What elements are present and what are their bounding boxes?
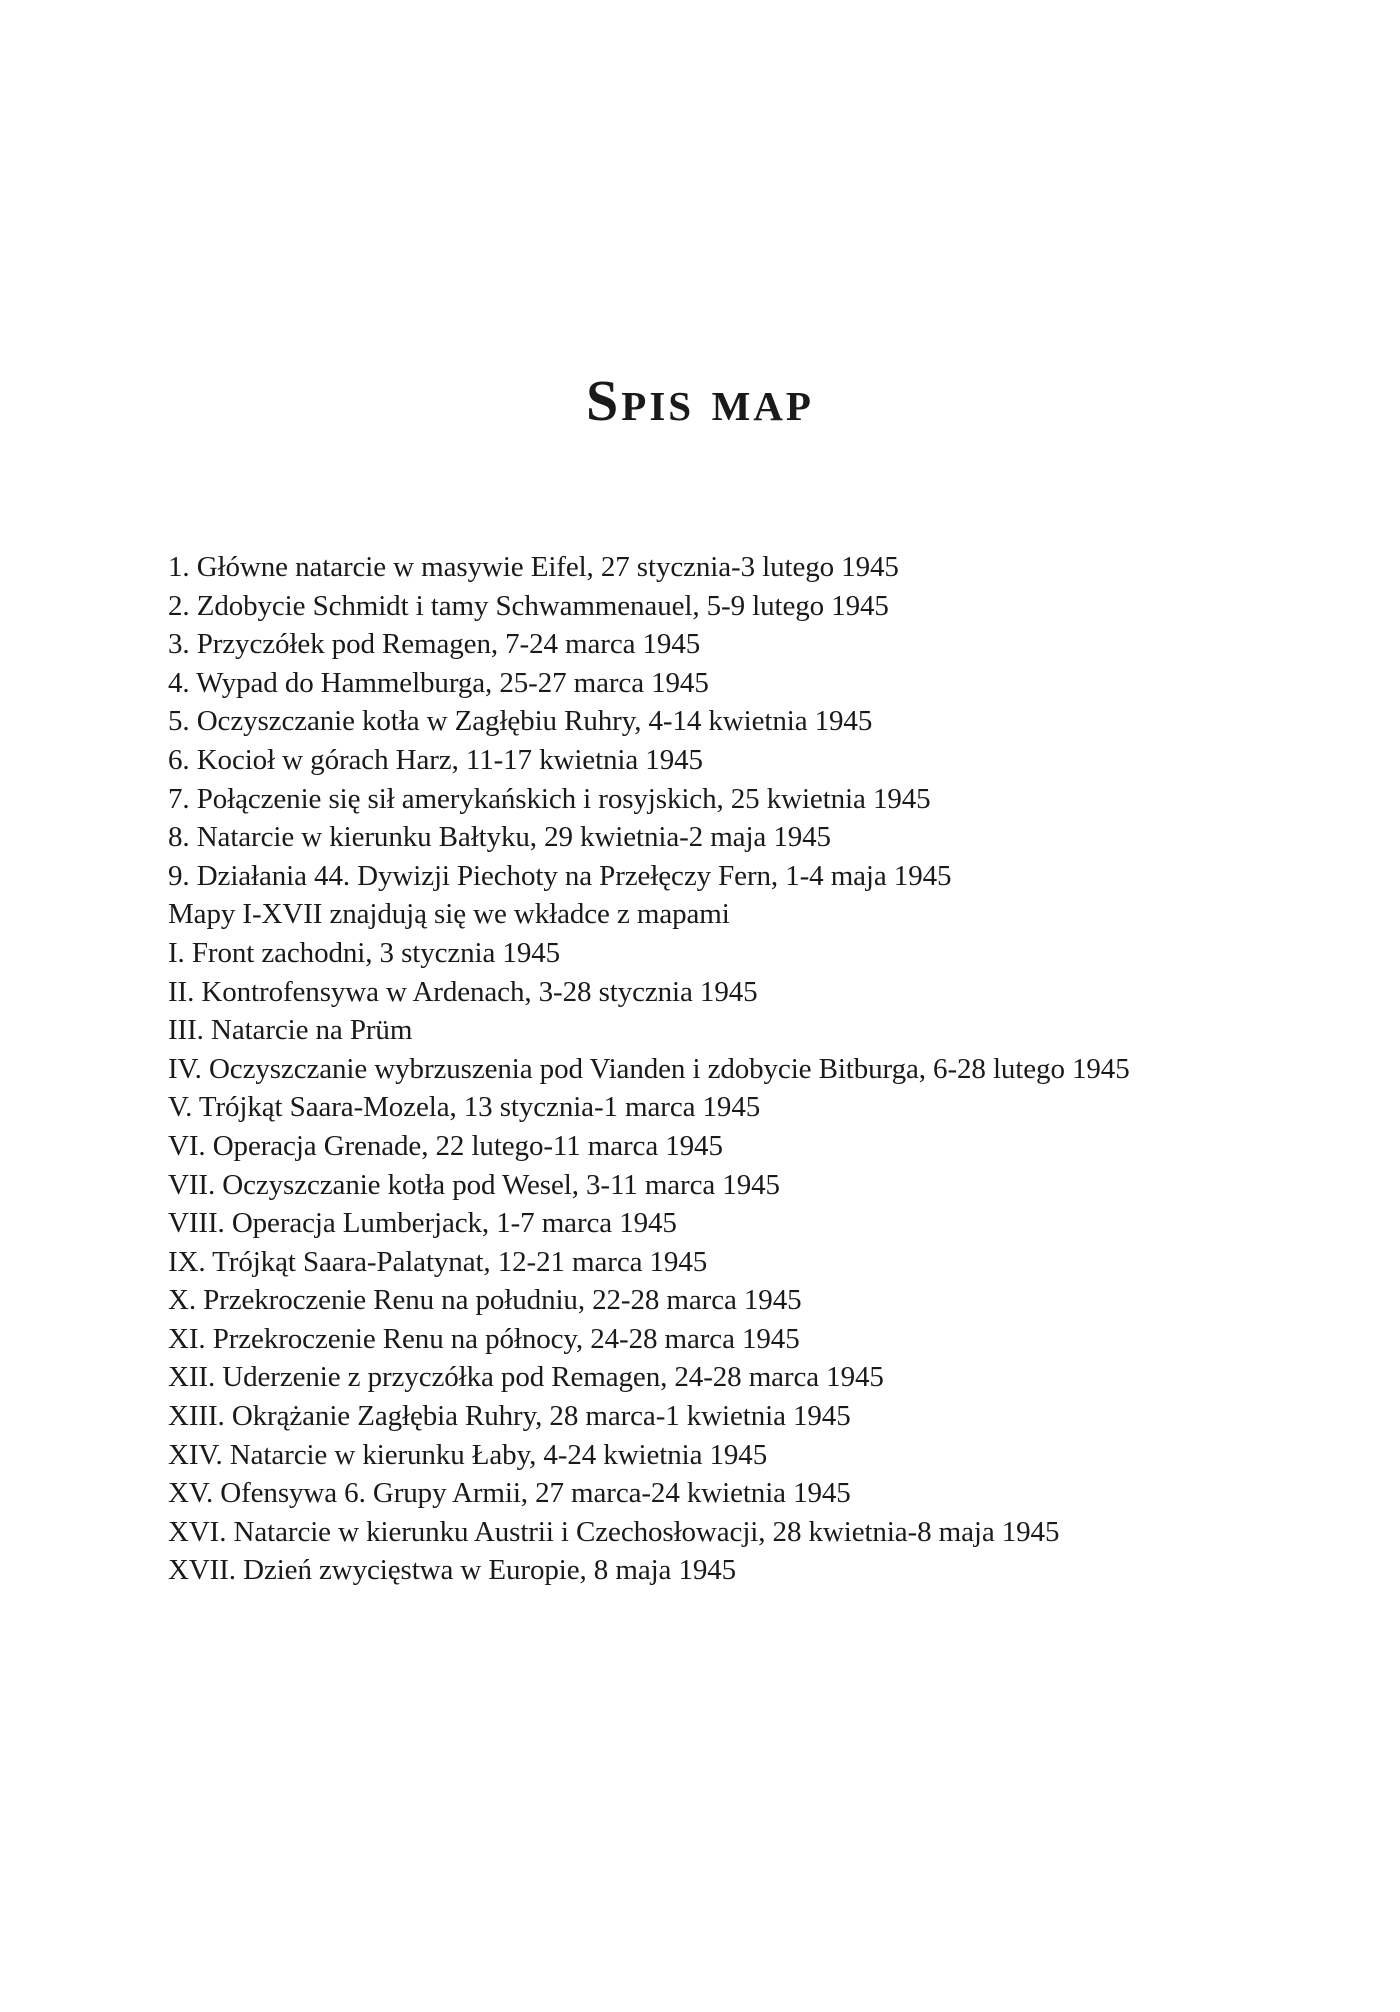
list-item: XIII. Okrążanie Zagłębia Ruhry, 28 marca-1 kwietnia 1945 (168, 1400, 851, 1433)
list-item: 8. Natarcie w kierunku Bałtyku, 29 kwietnia-2 maja 1945 (168, 821, 831, 854)
list-item: 6. Kocioł w górach Harz, 11-17 kwietnia 1945 (168, 743, 703, 776)
list-item: I. Front zachodni, 3 stycznia 1945 (168, 936, 561, 969)
list-item: IV. Oczyszczanie wybrzuszenia pod Vianden i zdobycie Bitburga, 6-28 lutego 1945 (168, 1052, 1130, 1085)
list-item: 5. Oczyszczanie kotła w Zagłębiu Ruhry, 4-14 kwietnia 1945 (168, 705, 873, 738)
list-item: XII. Uderzenie z przyczółka pod Remagen, 24-28 marca 1945 (168, 1361, 884, 1394)
list-item: XI. Przekroczenie Renu na północy, 24-28 marca 1945 (168, 1322, 800, 1355)
list-item: III. Natarcie na Prüm (168, 1014, 413, 1047)
list-item: II. Kontrofensywa w Ardenach, 3-28 stycznia 1945 (168, 975, 758, 1008)
list-item: 2. Zdobycie Schmidt i tamy Schwammenauel, 5-9 lutego 1945 (168, 589, 889, 622)
list-item: X. Przekroczenie Renu na południu, 22-28 marca 1945 (168, 1284, 802, 1317)
list-item: XIV. Natarcie w kierunku Łaby, 4-24 kwietnia 1945 (168, 1438, 768, 1471)
list-item: VII. Oczyszczanie kotła pod Wesel, 3-11 marca 1945 (168, 1168, 780, 1201)
list-item: XVII. Dzień zwycięstwa w Europie, 8 maja 1945 (168, 1554, 737, 1587)
list-subheading: Mapy I-XVII znajdują się we wkładce z mapami (168, 898, 730, 931)
list-item: XV. Ofensywa 6. Grupy Armii, 27 marca-24 kwietnia 1945 (168, 1477, 851, 1510)
list-item: 1. Główne natarcie w masywie Eifel, 27 stycznia-3 lutego 1945 (168, 551, 899, 583)
list-item: 3. Przyczółek pod Remagen, 7-24 marca 1945 (168, 628, 701, 661)
list-item: VIII. Operacja Lumberjack, 1-7 marca 1945 (168, 1207, 677, 1240)
page-title: Spis map (586, 368, 814, 433)
list-item: XVI. Natarcie w kierunku Austrii i Czechosłowacji, 28 kwietnia-8 maja 1945 (168, 1515, 1060, 1548)
list-item: 7. Połączenie się sił amerykańskich i rosyjskich, 25 kwietnia 1945 (168, 782, 931, 815)
list-item: 9. Działania 44. Dywizji Piechoty na Przełęczy Fern, 1-4 maja 1945 (168, 859, 952, 892)
list-item: IX. Trójkąt Saara-Palatynat, 12-21 marca 1945 (168, 1245, 708, 1278)
map-list (168, 548, 1288, 1590)
list-item: VI. Operacja Grenade, 22 lutego-11 marca 1945 (168, 1129, 723, 1162)
list-item: V. Trójkąt Saara-Mozela, 13 stycznia-1 marca 1945 (168, 1091, 761, 1124)
list-item: 4. Wypad do Hammelburga, 25-27 marca 1945 (168, 666, 709, 699)
